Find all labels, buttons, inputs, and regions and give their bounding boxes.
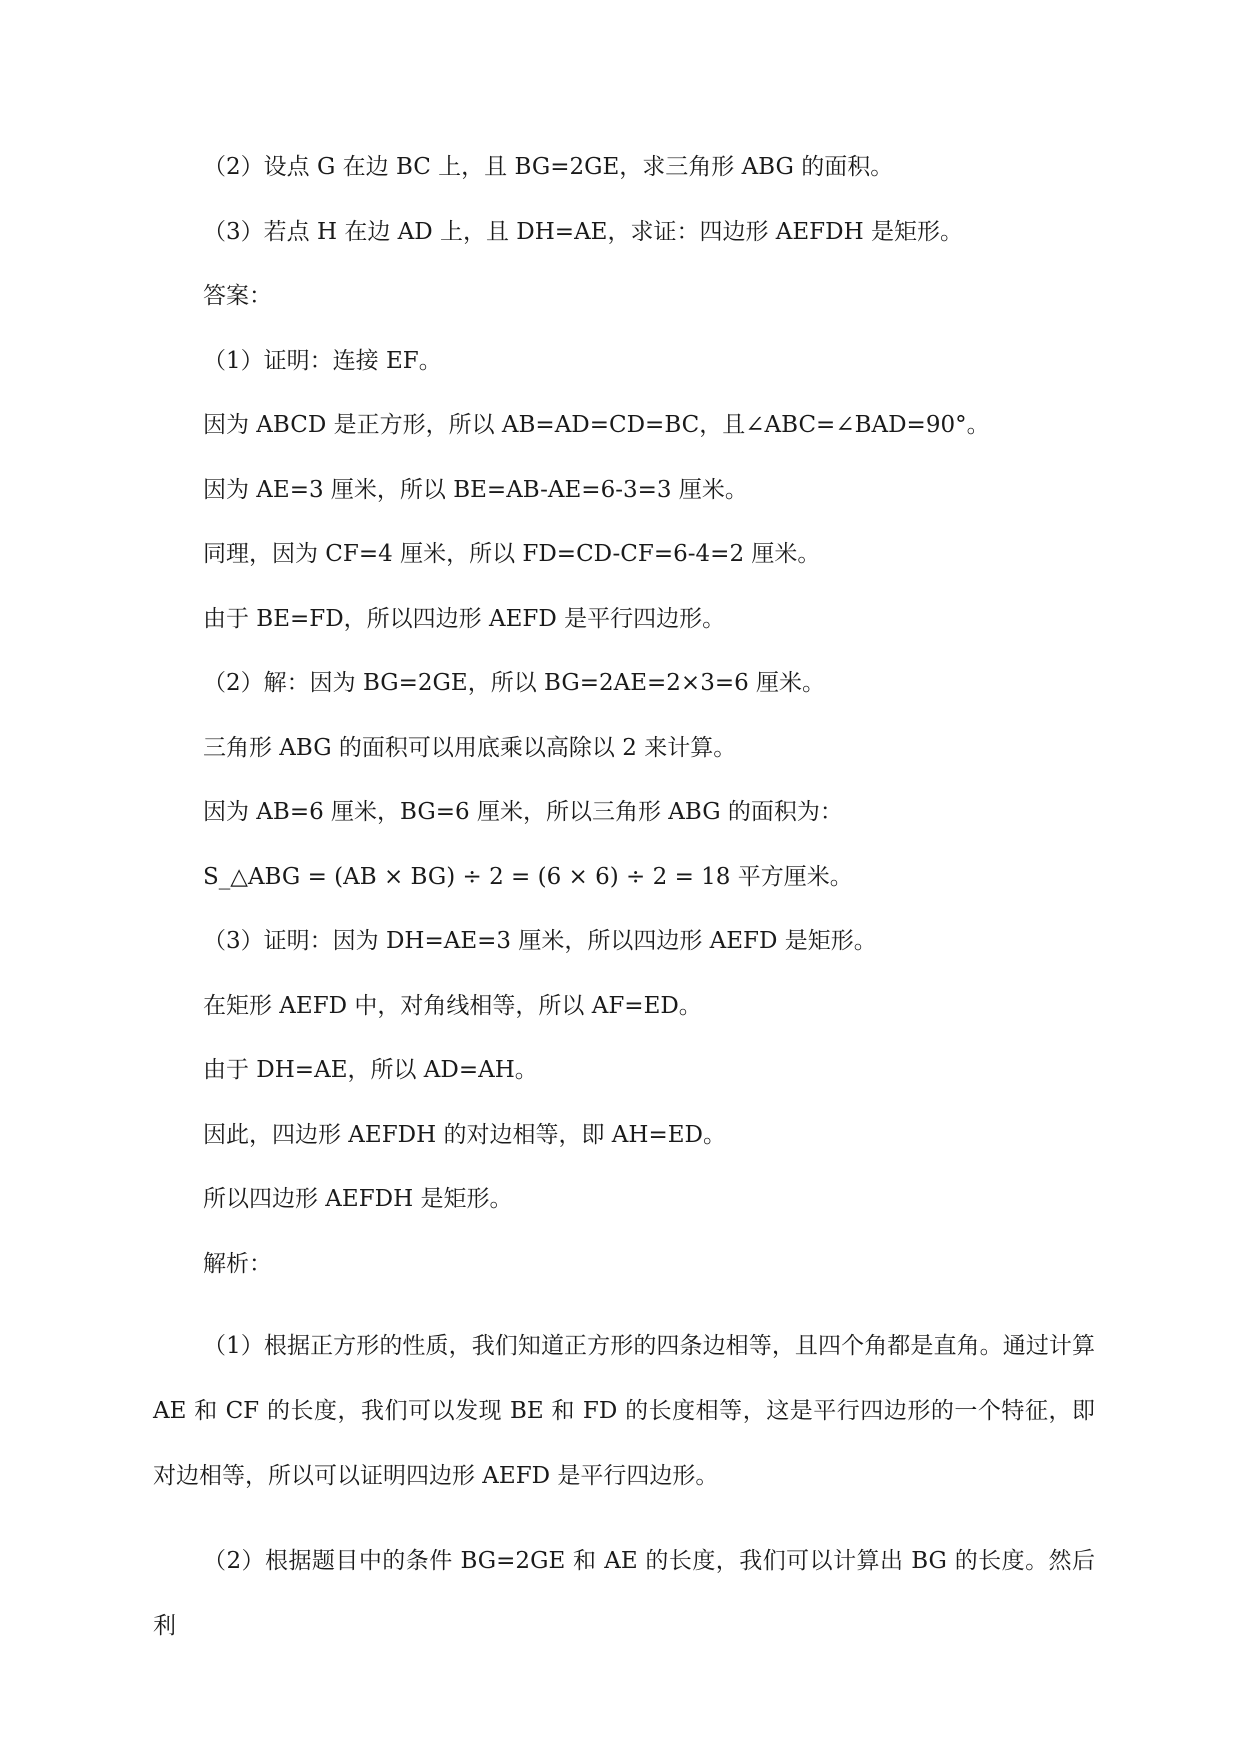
answer-line: 在矩形 AEFD 中，对角线相等，所以 AF=ED。 [203,993,702,1019]
area-formula: S_△ABG = (AB × BG) ÷ 2 = (6 × 6) ÷ 2 = 18 平方厘米。 [203,864,853,890]
question-2: （2）设点 G 在边 BC 上，且 BG=2GE，求三角形 ABG 的面积。 [203,154,894,180]
answer-3-start: （3）证明：因为 DH=AE=3 厘米，所以四边形 AEFD 是矩形。 [203,928,877,954]
analysis-heading: 解析： [203,1251,272,1277]
question-3: （3）若点 H 在边 AD 上，且 DH=AE，求证：四边形 AEFDH 是矩形。 [203,219,963,245]
answer-line: 因为 AE=3 厘米，所以 BE=AB-AE=6-3=3 厘米。 [203,477,748,503]
answer-line: 同理，因为 CF=4 厘米，所以 FD=CD-CF=6-4=2 厘米。 [203,541,821,567]
answer-line: 因此，四边形 AEFDH 的对边相等，即 AH=ED。 [203,1122,726,1148]
analysis-paragraph-1: （1）根据正方形的性质，我们知道正方形的四条边相等，且四个角都是直角。通过计算 AE 和 CF 的长度，我们可以发现 BE 和 FD 的长度相等，这是平行四边形的一个特征，即对边相等，所以可以证明四边形 AEFD 是平行四边形。 [153,1333,1095,1489]
answer-line: 由于 DH=AE，所以 AD=AH。 [203,1057,538,1083]
answer-line: 因为 AB=6 厘米，BG=6 厘米，所以三角形 ABG 的面积为： [203,799,843,825]
answer-2-start: （2）解：因为 BG=2GE，所以 BG=2AE=2×3=6 厘米。 [203,670,826,696]
analysis-paragraph-2: （2）根据题目中的条件 BG=2GE 和 AE 的长度，我们可以计算出 BG 的长度。然后利 [153,1548,1095,1639]
answer-line: 因为 ABCD 是正方形，所以 AB=AD=CD=BC，且∠ABC=∠BAD=90°。 [203,412,990,438]
answer-heading: 答案： [203,283,272,309]
answer-line: 所以四边形 AEFDH 是矩形。 [203,1186,513,1212]
answer-line: 三角形 ABG 的面积可以用底乘以高除以 2 来计算。 [203,735,737,761]
answer-line: 由于 BE=FD，所以四边形 AEFD 是平行四边形。 [203,606,726,632]
answer-1-start: （1）证明：连接 EF。 [203,348,442,374]
